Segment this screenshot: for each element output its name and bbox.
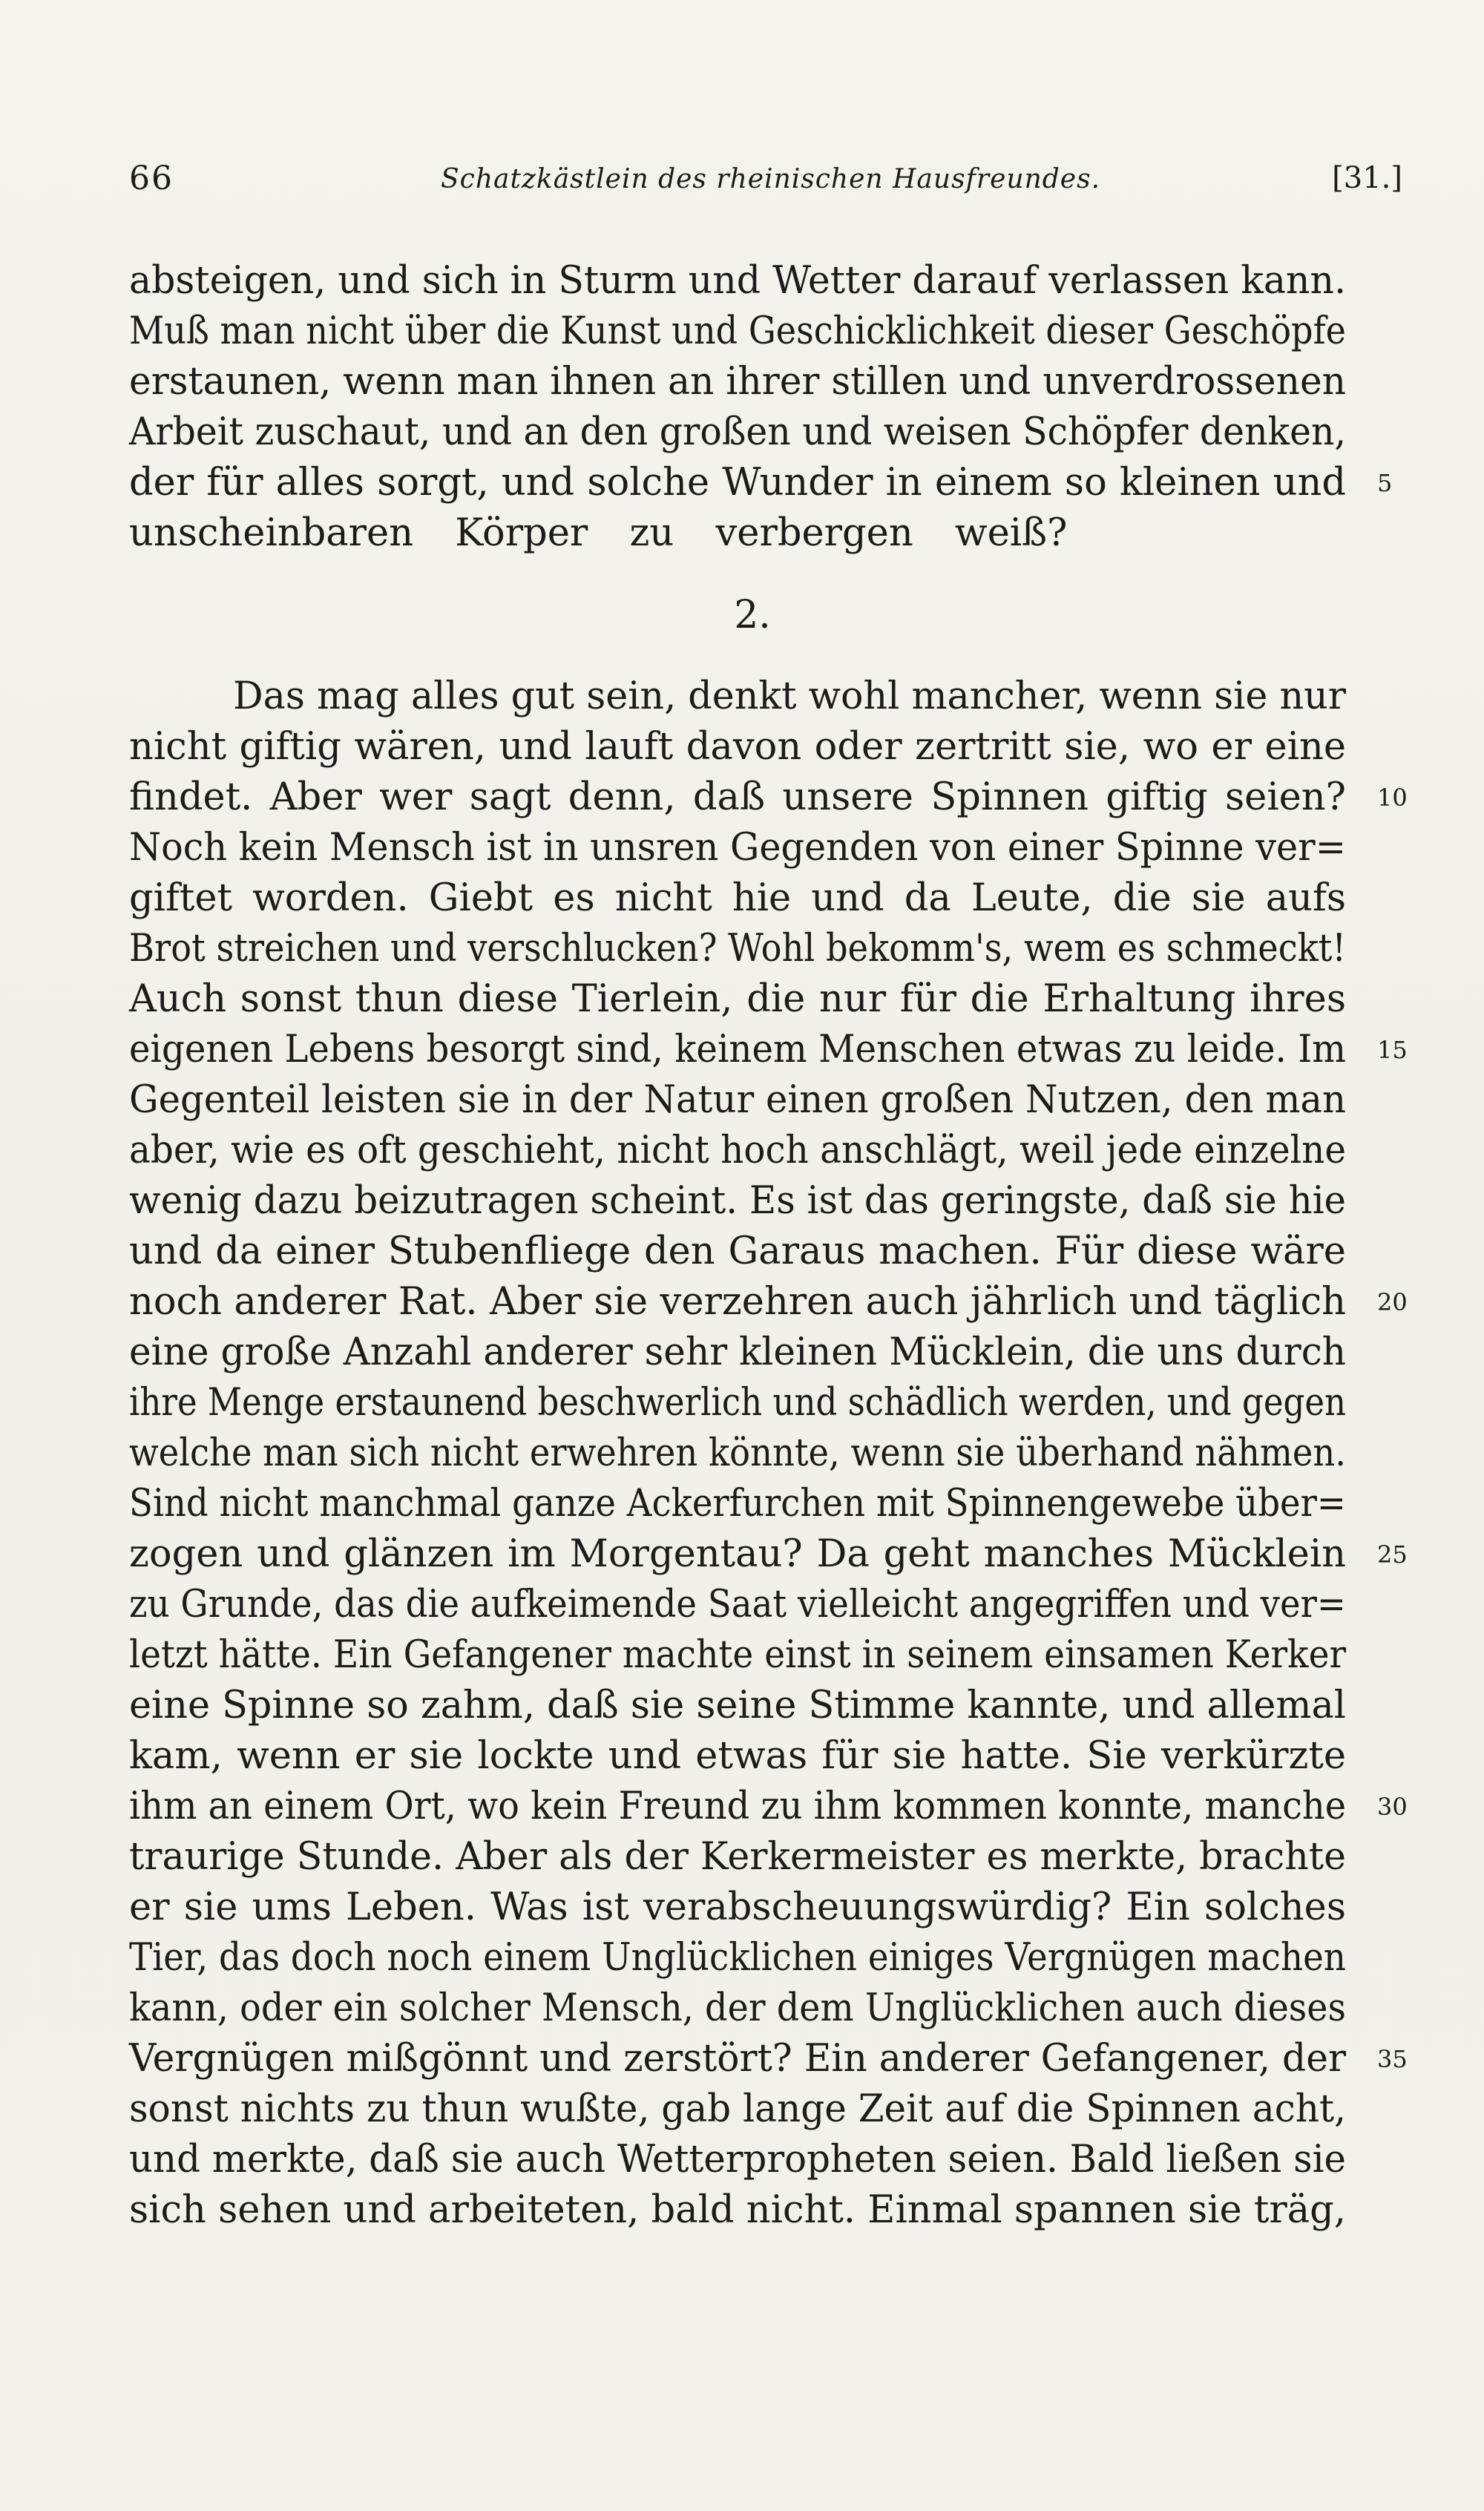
section-number: 2. [734, 593, 771, 637]
text-line: Vergnügen mißgönnt und zerstört? Ein anderer Gefangener, der 35 [129, 2034, 1346, 2084]
text-line: zu Grunde, das die aufkeimende Saat vielleicht angegriffen und ver= [129, 1583, 1346, 1627]
text-line: eigenen Lebens besorgt sind, keinem Menschen etwas zu leide. Im 15 [129, 1025, 1346, 1075]
text-line: unscheinbaren Körper zu verbergen weiß? [129, 511, 1068, 555]
text-line: Arbeit zuschaut, und an den großen und weisen Schöpfer denken, [129, 410, 1346, 454]
text-line: Auch sonst thun diese Tierlein, die nur für die Erhaltung ihres [129, 977, 1346, 1021]
text-line: ihm an einem Ort, wo kein Freund zu ihm kommen konnte, manche 30 [129, 1782, 1346, 1832]
line-number: 25 [1377, 1540, 1408, 1569]
text-line: findet. Aber wer sagt denn, daß unsere Spinnen giftig seien? 10 [129, 772, 1346, 823]
text-line: kann, oder ein solcher Mensch, der dem Unglücklichen auch dieses [129, 1986, 1346, 2030]
text-line: Tier, das doch noch einem Unglücklichen einiges Vergnügen machen [129, 1936, 1346, 1980]
page-header [129, 160, 1402, 204]
line-number: 10 [1377, 784, 1408, 812]
text-line: Noch kein Mensch ist in unsren Gegenden von einer Spinne ver= [129, 826, 1346, 870]
text-line: eine große Anzahl anderer sehr kleinen Mücklein, die uns durch [129, 1330, 1346, 1374]
text-line: Sind nicht manchmal ganze Ackerfurchen mit Spinnengewebe über= [129, 1482, 1346, 1526]
text-line: und da einer Stubenfliege den Garaus machen. Für diese wäre [129, 1230, 1346, 1273]
text-line: wenig dazu beizutragen scheint. Es ist das geringste, daß sie hie [129, 1179, 1346, 1223]
text-body [129, 256, 1408, 2236]
text-line: kam, wenn er sie lockte und etwas für sie hatte. Sie verkürzte [129, 1734, 1346, 1778]
line-number: 30 [1377, 1793, 1408, 1821]
text-line: zogen und glänzen im Morgentau? Da geht manches Mücklein 25 [129, 1529, 1346, 1580]
text-line: welche man sich nicht erwehren könnte, wenn sie überhand nähmen. [129, 1431, 1346, 1475]
text-line: Das mag alles gut sein, denkt wohl mancher, wenn sie nur [233, 674, 1346, 718]
text-line: letzt hätte. Ein Gefangener machte einst in seinem einsamen Kerker [129, 1633, 1346, 1677]
signature-mark: [31.] [1332, 161, 1402, 195]
text-line: sich sehen und arbeiteten, bald nicht. Einmal spannen sie träg, [129, 2188, 1346, 2232]
text-line: sonst nichts zu thun wußte, gab lange Zeit auf die Spinnen acht, [129, 2087, 1346, 2131]
text-line: er sie ums Leben. Was ist verabscheuungswürdig? Ein solches [129, 1885, 1346, 1929]
text-line: Gegenteil leisten sie in der Natur einen großen Nutzen, den man [129, 1078, 1346, 1122]
line-number: 35 [1377, 2045, 1408, 2073]
text-line: absteigen, und sich in Sturm und Wetter darauf verlassen kann. [129, 259, 1346, 303]
running-title: Schatzkästlein des rheinischen Hausfreundes. [441, 164, 1101, 194]
text-line: ihre Menge erstaunend beschwerlich und schädlich werden, und gegen [129, 1381, 1346, 1425]
line-number: 20 [1377, 1288, 1408, 1316]
page-number: 66 [129, 160, 174, 197]
text-line: noch anderer Rat. Aber sie verzehren auch jährlich und täglich 20 [129, 1277, 1346, 1327]
text-line: giftet worden. Giebt es nicht hie und da Leute, die sie aufs [129, 876, 1346, 920]
line-number: 15 [1377, 1036, 1408, 1064]
text-line: der für alles sorgt, und solche Wunder in einem so kleinen und 5 [129, 458, 1346, 508]
text-line: eine Spinne so zahm, daß sie seine Stimme kannte, und allemal [129, 1684, 1346, 1727]
text-line: aber, wie es oft geschieht, nicht hoch anschlägt, weil jede einzelne [129, 1129, 1346, 1172]
text-line: nicht giftig wären, und lauft davon oder zertritt sie, wo er eine [129, 725, 1346, 769]
text-line: Brot streichen und verschlucken? Wohl bekomm's, wem es schmeckt! [129, 927, 1346, 971]
line-number: 5 [1377, 469, 1393, 497]
text-line: und merkte, daß sie auch Wetterpropheten seien. Bald ließen sie [129, 2138, 1346, 2182]
text-line: Muß man nicht über die Kunst und Geschicklichkeit dieser Geschöpfe [129, 309, 1346, 353]
text-line: traurige Stunde. Aber als der Kerkermeister es merkte, brachte [129, 1835, 1346, 1879]
text-line: erstaunen, wenn man ihnen an ihrer stillen und unverdrossenen [129, 360, 1346, 404]
